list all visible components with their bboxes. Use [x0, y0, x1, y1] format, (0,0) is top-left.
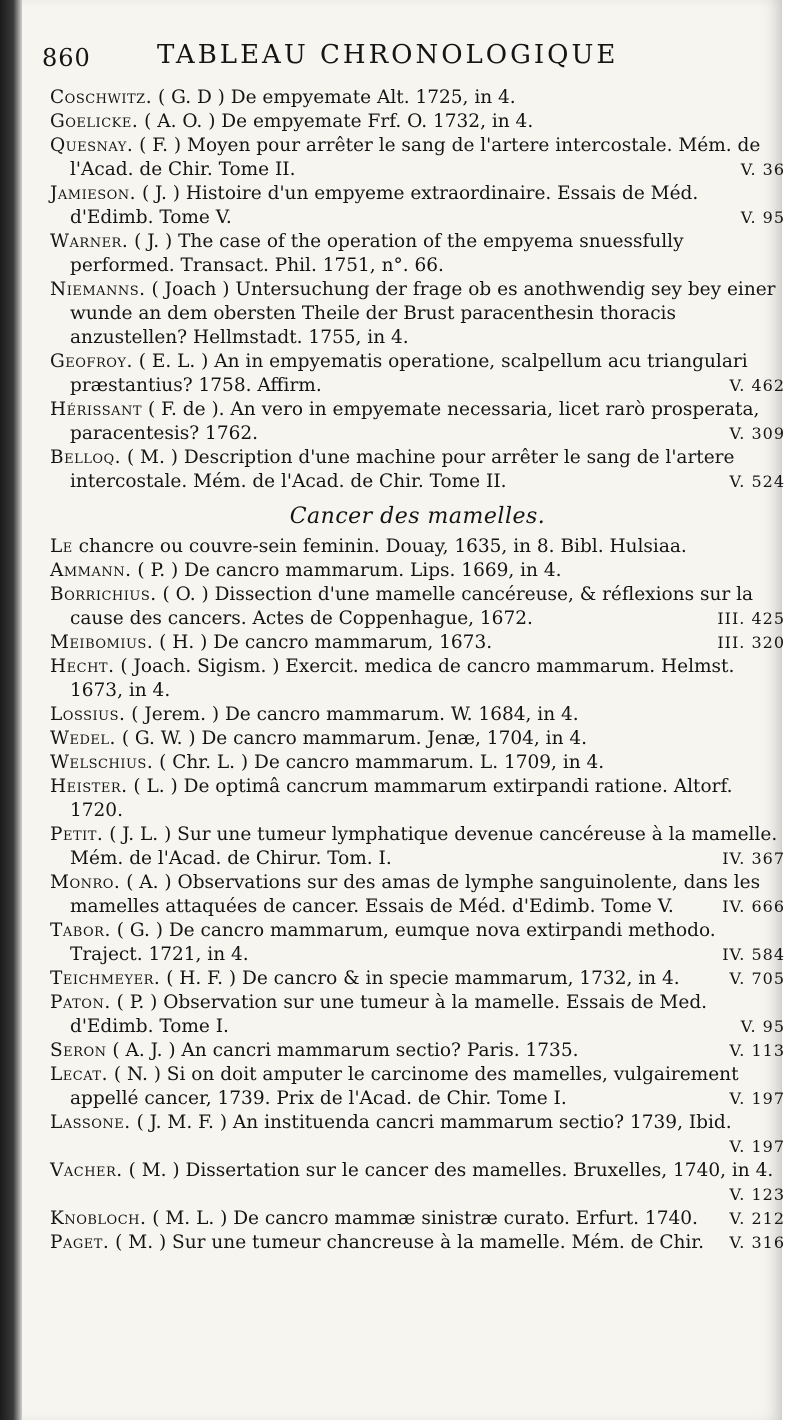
entry-author: Ammann.	[50, 560, 132, 581]
entry-text: ( F. de ). An vero in empyemate necessaria, licet rarò prosperata, paracentesis? 1762.	[70, 399, 760, 444]
entry-text: ( Chr. L. ) De cancro mammarum. L. 1709, in 4.	[159, 752, 605, 773]
entry-text: ( J. M. F. ) An instituenda cancri mammarum sectio? 1739, Ibid.	[136, 1112, 732, 1133]
entry-author: Heister.	[50, 776, 128, 797]
bibliography-entry	[50, 535, 785, 559]
running-head: TABLEAU CHRONOLOGIQUE	[157, 40, 619, 70]
entry-text: ( L. ) De optimâ cancrum mammarum extirpandi ratione. Altorf. 1720.	[70, 776, 733, 821]
entry-volume-ref: V. 212	[729, 1209, 785, 1228]
bibliography-entry	[50, 86, 785, 110]
bibliography-entry	[50, 1231, 785, 1255]
page-content	[50, 86, 785, 1255]
entry-text: ( Jerem. ) De cancro mammarum. W. 1684, in 4.	[131, 704, 579, 725]
bibliography-entry	[50, 559, 785, 583]
entry-author: Coschwitz.	[50, 87, 153, 108]
entry-text: ( E. L. ) An in empyematis operatione, scalpellum acu triangulari præstantius? 1758. Affirm.	[70, 351, 748, 396]
entry-volume-ref: V. 113	[729, 1041, 785, 1060]
entry-text: ( F. ) Moyen pour arrêter le sang de l'artere intercostale. Mém. de l'Acad. de Chir. Tome II.	[70, 135, 761, 180]
bibliography-entry	[50, 398, 785, 446]
entry-author: Welschius.	[50, 752, 154, 773]
entry-author: Lassone.	[50, 1112, 131, 1133]
entry-text: ( A. O. ) De empyemate Frf. O. 1732, in 4.	[144, 111, 534, 132]
entry-volume-ref: V. 462	[729, 376, 785, 395]
entry-volume-ref: V. 705	[729, 969, 785, 988]
entry-author: Lossius.	[50, 704, 126, 725]
entry-volume-ref: V. 123	[729, 1185, 785, 1204]
bibliography-entry	[50, 775, 785, 823]
entry-volume-ref: III. 320	[717, 633, 785, 652]
bibliography-entry	[50, 751, 785, 775]
bibliography-entry	[50, 278, 785, 350]
entry-author: Seron	[50, 1040, 107, 1061]
bibliography-entry	[50, 134, 785, 182]
bibliography-entry	[50, 230, 785, 278]
entry-author: Quesnay.	[50, 135, 134, 156]
bibliography-entry	[50, 583, 785, 631]
entry-author: Geofroy.	[50, 351, 133, 372]
bibliography-entry	[50, 823, 785, 871]
entry-text: ( M. ) Dissertation sur le cancer des mamelles. Bruxelles, 1740, in 4.	[128, 1160, 774, 1181]
bibliography-entry	[50, 1111, 785, 1159]
entry-volume-ref: V. 524	[729, 472, 785, 491]
entry-volume-ref: V. 316	[729, 1233, 785, 1252]
bibliography-entry	[50, 631, 785, 655]
entry-author: Petit.	[50, 824, 104, 845]
bibliography-entry	[50, 182, 785, 230]
book-page	[22, 0, 785, 1420]
entry-author: Vacher.	[50, 1160, 123, 1181]
entry-text: ( G. W. ) De cancro mammarum. Jenæ, 1704, in 4.	[121, 728, 588, 749]
book-gutter	[0, 0, 22, 1420]
entry-author: Tabor.	[50, 920, 111, 941]
entry-volume-ref: V. 309	[729, 424, 785, 443]
entry-author: Paget.	[50, 1232, 110, 1253]
empyema-entries	[50, 86, 785, 494]
entry-volume-ref: V. 95	[740, 208, 785, 227]
entry-text: ( J. L. ) Sur une tumeur lymphatique devenue cancéreuse à la mamelle. Mém. de l'Acad. de Chirur. Tom. I.	[70, 824, 778, 869]
entry-author: Warner.	[50, 231, 129, 252]
entry-volume-ref: V. 95	[740, 1017, 785, 1036]
entry-author: Hecht.	[50, 656, 115, 677]
entry-author: Belloq.	[50, 447, 122, 468]
bibliography-entry	[50, 967, 785, 991]
entry-volume-ref: IV. 666	[722, 897, 785, 916]
entry-text: ( G. D ) De empyemate Alt. 1725, in 4.	[157, 87, 516, 108]
entry-author: Niemanns.	[50, 279, 146, 300]
entry-text: ( H. F. ) De cancro & in specie mammarum, 1732, in 4.	[166, 968, 680, 989]
bibliography-entry	[50, 350, 785, 398]
entry-text: ( G. ) De cancro mammarum, eumque nova extirpandi methodo. Traject. 1721, in 4.	[70, 920, 716, 965]
entry-text: ( Joach. Sigism. ) Exercit. medica de cancro mammarum. Helmst. 1673, in 4.	[70, 656, 735, 701]
entry-author: Jamieson.	[50, 183, 137, 204]
entry-text: ( P. ) De cancro mammarum. Lips. 1669, in 4.	[137, 560, 562, 581]
entry-author: Goelicke.	[50, 111, 139, 132]
entry-text: ( N. ) Si on doit amputer le carcinome des mamelles, vulgairement appellé cancer, 1739. Prix de l'Acad. de Chir. Tome I.	[70, 1064, 739, 1109]
entry-author: Le	[50, 536, 73, 557]
bibliography-entry	[50, 446, 785, 494]
entry-volume-ref: V. 36	[740, 160, 785, 179]
entry-volume-ref: V. 197	[729, 1137, 785, 1156]
entry-text: chancre ou couvre-sein feminin. Douay, 1635, in 8. Bibl. Hulsiaa.	[78, 536, 687, 557]
section-heading: Cancer des mamelles.	[289, 504, 546, 529]
entry-volume-ref: IV. 367	[722, 849, 785, 868]
entry-author: Paton.	[50, 992, 111, 1013]
entry-text: ( P. ) Observation sur une tumeur à la mamelle. Essais de Med. d'Edimb. Tome I.	[70, 992, 708, 1037]
entry-author: Wedel.	[50, 728, 116, 749]
entry-author: Hérissant	[50, 399, 143, 420]
entry-text: ( J. ) The case of the operation of the empyema snuessfully performed. Transact. Phil. 1751, n°. 66.	[70, 231, 684, 276]
bibliography-entry	[50, 110, 785, 134]
page-number: 860	[42, 44, 91, 72]
entry-author: Knobloch.	[50, 1208, 147, 1229]
entry-text: ( M. L. ) De cancro mammæ sinistræ curato. Erfurt. 1740.	[152, 1208, 698, 1229]
entry-volume-ref: III. 425	[717, 609, 785, 628]
bibliography-entry	[50, 991, 785, 1039]
entry-text: ( A. ) Observations sur des amas de lymphe sanguinolente, dans les mamelles attaquées de cancer. Essais de Méd. d'Edimb. Tome V.	[70, 872, 761, 917]
bibliography-entry	[50, 1039, 785, 1063]
entry-author: Meibomius.	[50, 632, 154, 653]
breast-cancer-entries	[50, 535, 785, 1255]
page-header	[42, 40, 772, 80]
entry-text: ( M. ) Description d'une machine pour arrêter le sang de l'artere intercostale. Mém. de l'Acad. de Chir. Tome II.	[70, 447, 735, 492]
entry-author: Borrichius.	[50, 584, 157, 605]
bibliography-entry	[50, 919, 785, 967]
bibliography-entry	[50, 871, 785, 919]
entry-text: ( H. ) De cancro mammarum, 1673.	[159, 632, 493, 653]
bibliography-entry	[50, 1207, 785, 1231]
bibliography-entry	[50, 1063, 785, 1111]
entry-author: Teichmeyer.	[50, 968, 161, 989]
entry-text: ( O. ) Dissection d'une mamelle cancéreuse, & réflexions sur la cause des cancers. Actes de Coppenhague, 1672.	[70, 584, 754, 629]
bibliography-entry	[50, 703, 785, 727]
entry-text: ( A. J. ) An cancri mammarum sectio? Paris. 1735.	[112, 1040, 579, 1061]
entry-text: ( M. ) Sur une tumeur chancreuse à la mamelle. Mém. de Chir.	[115, 1232, 705, 1253]
entry-text: ( Joach ) Untersuchung der frage ob es anothwendig sey bey einer wunde an dem obersten Theile der Brust paracenthesin thoracis anzustellen? Hellmstadt. 1755, in 4.	[70, 279, 776, 348]
bibliography-entry	[50, 655, 785, 703]
entry-author: Lecat.	[50, 1064, 108, 1085]
entry-volume-ref: IV. 584	[722, 945, 785, 964]
bibliography-entry	[50, 727, 785, 751]
bibliography-entry	[50, 1159, 785, 1207]
entry-volume-ref: V. 197	[729, 1089, 785, 1108]
entry-author: Monro.	[50, 872, 121, 893]
entry-text: ( J. ) Histoire d'un empyeme extraordinaire. Essais de Méd. d'Edimb. Tome V.	[70, 183, 699, 228]
